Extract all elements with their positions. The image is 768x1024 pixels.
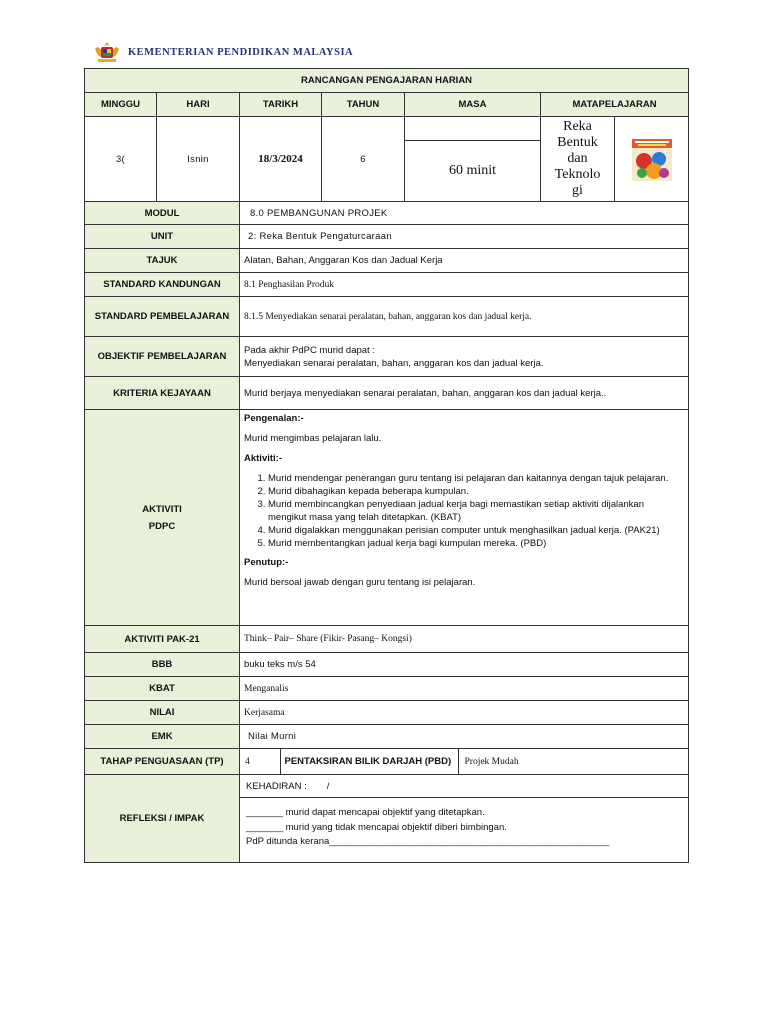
book-cell <box>615 117 689 202</box>
tajuk-value: Alatan, Bahan, Anggaran Kos dan Jadual Kerja <box>240 249 689 273</box>
matapelajaran-line: Bentuk <box>557 135 598 150</box>
textbook-cover-icon <box>632 139 672 179</box>
tp-row <box>240 749 689 775</box>
refleksi-line: PdP ditunda kerana_____________________________________________________ <box>246 836 610 847</box>
nilai-label: NILAI <box>85 701 240 725</box>
aktiviti-item: 5. Murid membentangkan jadual kerja bagi kumpulan mereka. (PBD) <box>268 537 684 550</box>
modul-label: MODUL <box>85 202 240 225</box>
matapelajaran-line: Teknolo <box>554 167 601 182</box>
objektif-label: OBJEKTIF PEMBELAJARAN <box>85 337 240 377</box>
tahun-value: 6 <box>322 117 405 202</box>
refleksi-content <box>240 775 689 863</box>
pengenalan-text: Murid mengimbas pelajaran lalu. <box>244 433 382 444</box>
aktiviti-label <box>85 410 240 626</box>
objektif-line: Pada akhir PdPC murid dapat : <box>244 344 375 356</box>
kriteria-label: KRITERIA KEJAYAAN <box>85 377 240 410</box>
modul-value: 8.0 PEMBANGUNAN PROJEK <box>240 202 689 225</box>
tarikh-value: 18/3/2024 <box>240 117 322 202</box>
standard-pembelajaran-label: STANDARD PEMBELAJARAN <box>85 297 240 337</box>
aktiviti-item: 4. Murid digalakkan menggunakan perisian computer untuk menghasilkan jadual kerja. (PAK21) <box>268 524 684 537</box>
col-masa: MASA <box>405 93 541 117</box>
nilai-value: Kerjasama <box>240 701 689 725</box>
aktiviti-item: 2. Murid dibahagikan kepada beberapa kumpulan. <box>268 485 684 498</box>
tajuk-label: TAJUK <box>85 249 240 273</box>
refleksi-line: _______ murid dapat mencapai objektif yang ditetapkan. <box>246 807 485 818</box>
aktiviti-label-line: PDPC <box>148 520 176 532</box>
kbat-value: Menganalis <box>240 677 689 701</box>
aktiviti-item: 1. Murid mendengar penerangan guru tentang isi pelajaran dan kaitannya dengan tajuk pelajaran. <box>268 472 684 485</box>
ministry-title: KEMENTERIAN PENDIDIKAN MALAYSIA <box>128 46 354 58</box>
masa-value: 60 minit <box>405 141 541 202</box>
pbd-value: Projek Mudah <box>464 756 519 767</box>
matapelajaran-line: Reka <box>563 119 592 134</box>
pbd-label: PENTAKSIRAN BILIK DARJAH (PBD) <box>280 749 458 774</box>
matapelajaran-value <box>541 117 615 202</box>
aktiviti-item: 3. Murid membincangkan penyediaan jadual kerja bagi memastikan setiap aktiviti dijalankan mengikut masa yang telah ditetapkan. (KBAT) <box>268 498 684 524</box>
malaysia-crest-icon <box>92 41 122 63</box>
aktiviti-content <box>240 410 689 626</box>
col-tarikh: TARIKH <box>240 93 322 117</box>
objektif-value <box>240 337 689 377</box>
plan-title: RANCANGAN PENGAJARAN HARIAN <box>85 69 689 93</box>
kehadiran-label: KEHADIRAN : <box>246 780 307 792</box>
lesson-plan-table <box>84 68 689 863</box>
standard-kandungan-value: 8.1 Penghasilan Produk <box>240 273 689 297</box>
masa-top-cell <box>405 117 541 141</box>
objektif-line: Menyediakan senarai peralatan, bahan, anggaran kos dan jadual kerja. <box>244 357 544 369</box>
bbb-value: buku teks m/s 54 <box>240 653 689 677</box>
col-hari: HARI <box>157 93 240 117</box>
page-header <box>92 40 353 64</box>
kbat-label: KBAT <box>85 677 240 701</box>
standard-kandungan-label: STANDARD KANDUNGAN <box>85 273 240 297</box>
pak21-value: Think– Pair– Share (Fikir- Pasang– Kongsi) <box>240 626 689 653</box>
aktiviti-label-line: AKTIVITI <box>142 503 182 515</box>
penutup-heading: Penutup:- <box>244 557 289 568</box>
tp-label: TAHAP PENGUASAAN (TP) <box>85 749 240 775</box>
refleksi-label: REFLEKSI / IMPAK <box>85 775 240 863</box>
matapelajaran-line: dan <box>567 151 588 166</box>
emk-value: Nilai Murni <box>240 725 689 749</box>
col-matapelajaran: MATAPELAJARAN <box>541 93 689 117</box>
penutup-text: Murid bersoal jawab dengan guru tentang isi pelajaran. <box>244 577 476 588</box>
standard-pembelajaran-value: 8.1.5 Menyediakan senarai peralatan, bahan, anggaran kos dan jadual kerja. <box>240 297 689 337</box>
unit-label: UNIT <box>85 225 240 249</box>
kriteria-value: Murid berjaya menyediakan senarai peralatan, bahan, anggaran kos dan jadual kerja.. <box>240 377 689 410</box>
emk-label: EMK <box>85 725 240 749</box>
matapelajaran-line: gi <box>572 183 583 198</box>
col-tahun: TAHUN <box>322 93 405 117</box>
col-minggu: MINGGU <box>85 93 157 117</box>
aktiviti-heading: Aktiviti:- <box>244 453 282 464</box>
pengenalan-heading: Pengenalan:- <box>244 413 304 424</box>
bbb-label: BBB <box>85 653 240 677</box>
minggu-value: 3( <box>85 117 157 202</box>
pak21-label: AKTIVITI PAK-21 <box>85 626 240 653</box>
refleksi-line: _______ murid yang tidak mencapai objektif diberi bimbingan. <box>246 821 507 833</box>
tp-value: 4 <box>240 749 280 774</box>
unit-value: 2: Reka Bentuk Pengaturcaraan <box>240 225 689 249</box>
kehadiran-slash: / <box>326 780 330 792</box>
hari-value: Isnin <box>157 117 240 202</box>
